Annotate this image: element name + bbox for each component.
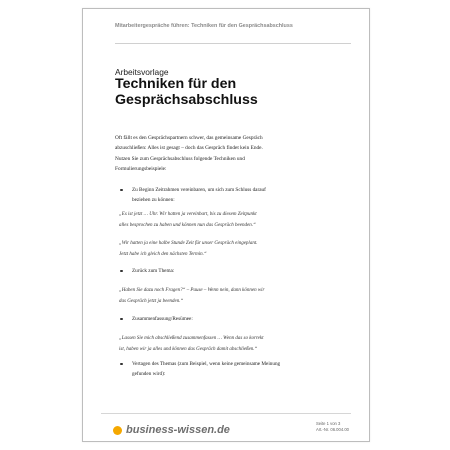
page-number: Seite 1 von 3 bbox=[315, 421, 341, 426]
item-line: Zu Beginn Zeitrahmen vereinbaren, um sich zum Schluss darauf bbox=[132, 187, 266, 193]
running-header: Mitarbeitergespräche führen: Techniken für den Gesprächsabschluss bbox=[115, 23, 293, 29]
document-kicker: Arbeitsvorlage bbox=[115, 67, 169, 77]
intro-line: Oft fällt es den Gesprächspartnern schwer, das gemeinsame Gespräch bbox=[115, 135, 263, 141]
list-item-text bbox=[132, 185, 266, 206]
bullet-icon bbox=[120, 363, 123, 366]
quote-line: „Es ist jetzt … Uhr. Wir hatten ja vereinbart, bis zu diesem Zeitpunkt bbox=[119, 212, 257, 217]
quote-line: „Haben Sie dazu noch Fragen?“ – Pause – Wenn nein, dann können wir bbox=[119, 288, 265, 293]
list-item-text bbox=[132, 359, 280, 380]
item-line: Zusammenfassung/Resümee: bbox=[132, 316, 193, 322]
quote-line: Jetzt habe ich gleich den nächsten Termin.“ bbox=[119, 251, 207, 257]
footer-info bbox=[316, 421, 349, 434]
example-quote bbox=[119, 334, 329, 355]
quote-line: ist, haben wir ja alles und können das Gespräch damit abschließen.“ bbox=[119, 346, 258, 352]
document-page bbox=[82, 8, 370, 442]
item-line: Zurück zum Thema: bbox=[132, 268, 175, 274]
intro-line: Nutzen Sie zum Gesprächsabschluss folgende Techniken und bbox=[115, 155, 245, 162]
business-wissen-logo bbox=[113, 424, 230, 436]
quote-line: „Wir hatten ja eine halbe Stunde Zeit für unser Gespräch eingeplant. bbox=[119, 241, 258, 246]
list-item-text bbox=[132, 266, 174, 276]
intro-line: Formulierungsbeispiele: bbox=[115, 166, 167, 173]
footer-divider bbox=[101, 413, 351, 414]
example-quote bbox=[119, 210, 329, 231]
title-line: Techniken für den bbox=[115, 76, 237, 92]
title-line: Gesprächsabschluss bbox=[115, 92, 258, 108]
item-line: Vertagen des Themas (zum Beispiel, wenn keine gemeinsame Meinung bbox=[132, 361, 281, 367]
intro-paragraph bbox=[115, 133, 345, 175]
quote-line: alles besprochen zu haben und können nun das Gespräch beenden.“ bbox=[119, 222, 256, 228]
intro-line: abzuschließen: Alles ist gesagt – doch das Gespräch findet kein Ende. bbox=[115, 145, 263, 152]
bullet-icon bbox=[120, 318, 123, 321]
item-line: gefunden wird): bbox=[132, 371, 166, 378]
list-item-text bbox=[132, 314, 193, 324]
logo-text: business-wissen.de bbox=[126, 424, 230, 436]
quote-line: das Gespräch jetzt ja beenden.“ bbox=[119, 298, 184, 304]
quote-line: „Lassen Sie mich abschließend zusammenfassen … Wenn das so korrekt bbox=[119, 336, 264, 341]
example-quote bbox=[119, 239, 329, 260]
article-number: Art.-Nr. 06.004.00 bbox=[315, 427, 349, 433]
bullet-icon bbox=[120, 189, 123, 192]
bullet-icon bbox=[120, 270, 123, 273]
header-divider bbox=[115, 43, 351, 44]
example-quote bbox=[119, 286, 329, 307]
logo-dot-icon bbox=[113, 426, 122, 435]
item-line: beziehen zu können: bbox=[132, 197, 175, 204]
document-title bbox=[115, 76, 355, 108]
